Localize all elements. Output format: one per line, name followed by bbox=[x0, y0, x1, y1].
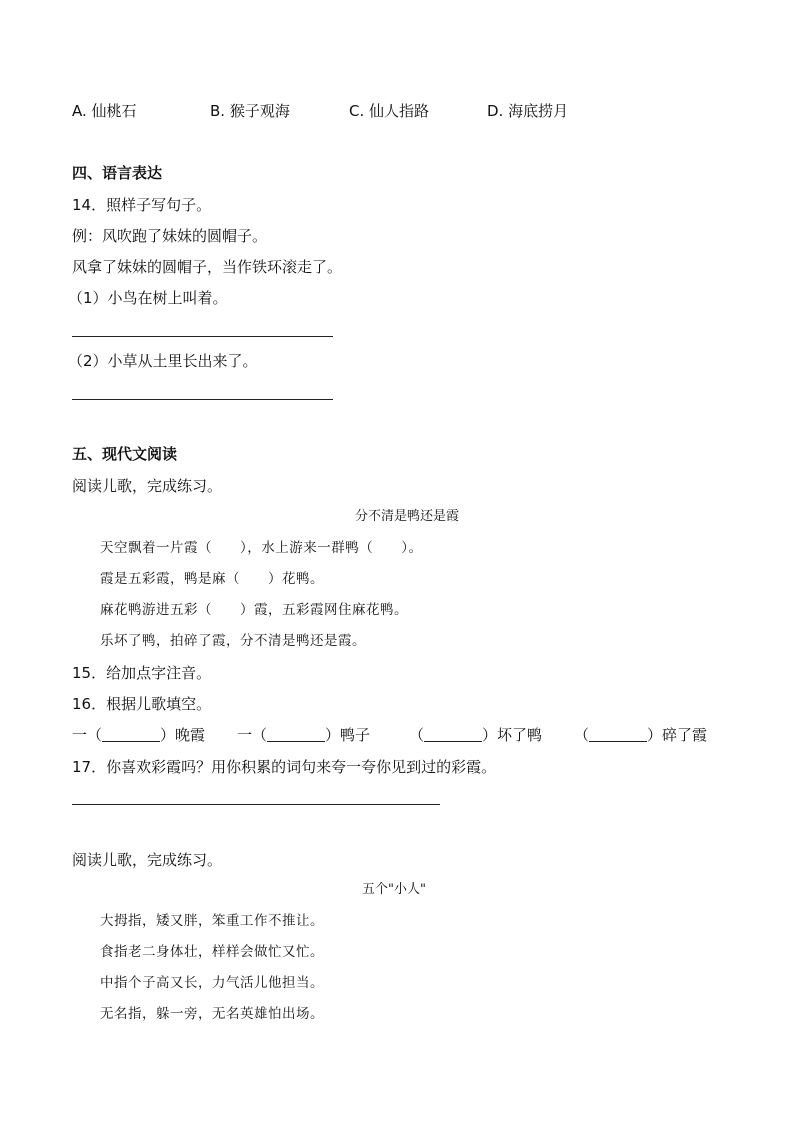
option-d: D. 海底捞月 bbox=[487, 102, 569, 120]
fill-item-3: （ ）坏了鸭 bbox=[409, 726, 543, 744]
item-2: （2）小草从土里长出来了。 bbox=[68, 352, 258, 370]
poem-1-line: 乐坏了鸭，拍碎了霞，分不清是鸭还是霞。 bbox=[100, 633, 366, 649]
reading-instruction-2: 阅读儿歌，完成练习。 bbox=[72, 851, 223, 869]
poem-2-line: 中指个子高又长，力气活儿他担当。 bbox=[100, 975, 324, 991]
answer-line-1[interactable] bbox=[72, 336, 333, 337]
blank-input[interactable] bbox=[102, 727, 160, 742]
poem-2-line: 食指老二身体壮，样样会做忙又忙。 bbox=[100, 944, 324, 960]
blank-input[interactable] bbox=[267, 727, 325, 742]
question-17: 17．你喜欢彩霞吗？用你积累的词句来夸一夸你见到过的彩霞。 bbox=[72, 758, 497, 776]
fill-item-2: 一（ ）鸭子 bbox=[237, 726, 371, 744]
item-1: （1）小鸟在树上叫着。 bbox=[68, 289, 228, 307]
poem-2-line: 大拇指，矮又胖，笨重工作不推让。 bbox=[100, 913, 324, 929]
question-15: 15．给加点字注音。 bbox=[72, 664, 212, 682]
poem-1-line: 天空飘着一片霞（ ），水上游来一群鸭（ ）。 bbox=[100, 540, 423, 556]
fill-item-4: （ ）碎了霞 bbox=[574, 726, 708, 744]
section-5-title: 五、现代文阅读 bbox=[72, 445, 178, 463]
section-4-title: 四、语言表达 bbox=[72, 164, 163, 182]
poem-1-line: 霞是五彩霞，鸭是麻（ ）花鸭。 bbox=[100, 571, 324, 587]
poem-1-line: 麻花鸭游进五彩（ ）霞，五彩霞网住麻花鸭。 bbox=[100, 602, 408, 618]
question-16: 16．根据儿歌填空。 bbox=[72, 695, 212, 713]
reading-instruction: 阅读儿歌，完成练习。 bbox=[72, 477, 223, 495]
question-14: 14．照样子写句子。 bbox=[72, 196, 212, 214]
option-b: B. 猴子观海 bbox=[210, 102, 290, 120]
answer-line-3[interactable] bbox=[72, 804, 440, 805]
option-a: A. 仙桃石 bbox=[72, 102, 137, 120]
example-line-1: 例：风吹跑了妹妹的圆帽子。 bbox=[72, 227, 268, 245]
example-line-2: 风拿了妹妹的圆帽子，当作铁环滚走了。 bbox=[72, 258, 343, 276]
fill-item-1: 一（ ）晚霞 bbox=[72, 726, 206, 744]
poem-2-title: 五个"小人" bbox=[362, 882, 426, 897]
option-c: C. 仙人指路 bbox=[349, 102, 430, 120]
answer-line-2[interactable] bbox=[72, 399, 333, 400]
poem-1-title: 分不清是鸭还是霞 bbox=[355, 509, 460, 524]
poem-2-line: 无名指，躲一旁，无名英雄怕出场。 bbox=[100, 1006, 324, 1022]
blank-input[interactable] bbox=[589, 727, 647, 742]
blank-input[interactable] bbox=[424, 727, 482, 742]
